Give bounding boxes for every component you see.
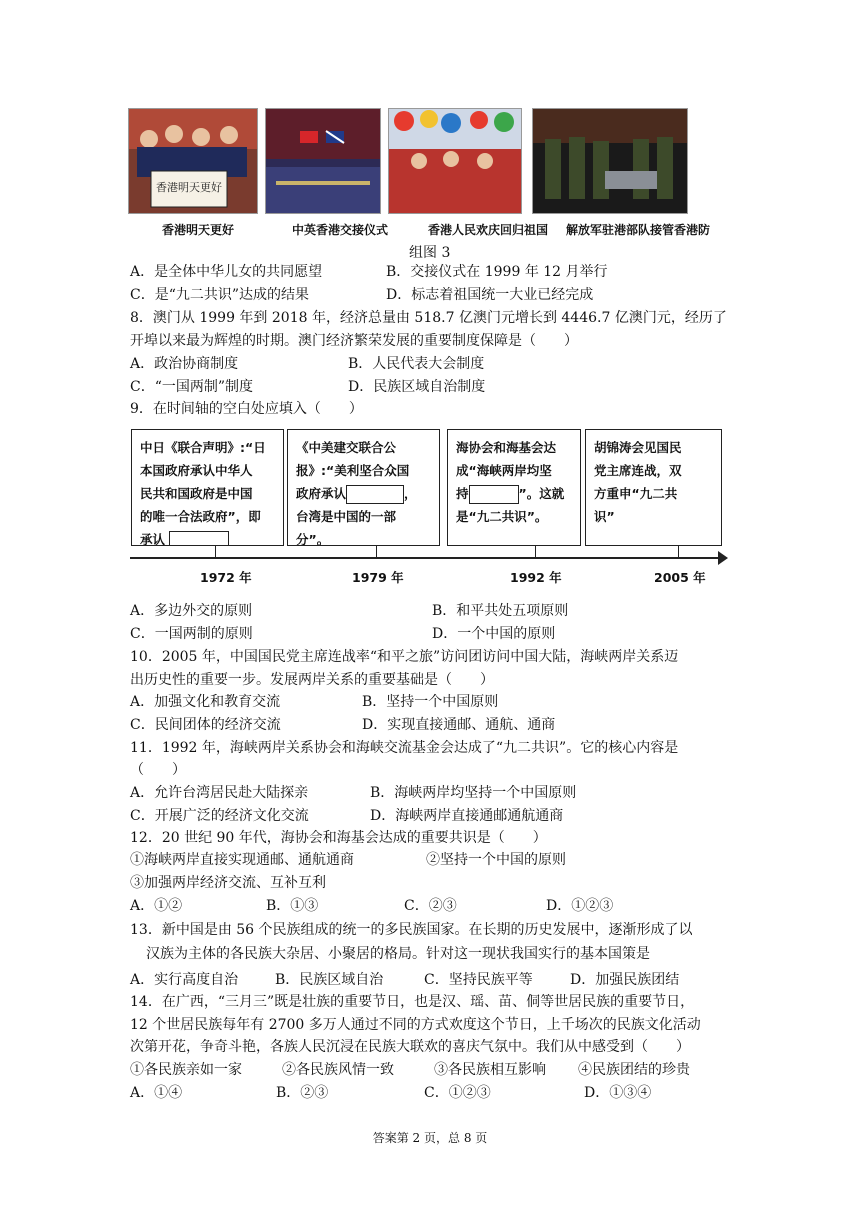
q12-statement-1: ①海峡两岸直接实现通邮、通航通商 — [130, 852, 354, 868]
figure-label: 组图 3 — [409, 245, 451, 261]
q14-option-c: C．①②③ — [424, 1085, 491, 1101]
photo-caption-1: 香港明天更好 — [162, 223, 235, 237]
q8-option-c: C．“一国两制”制度 — [130, 379, 254, 395]
q13-stem-line1: 13．新中国是由 56 个民族组成的统一的多民族国家。在长期的历史发展中，逐渐形成了以 — [130, 922, 693, 938]
q14-statement-1: ①各民族亲如一家 — [130, 1062, 242, 1078]
q13-option-b: B．民族区域自治 — [275, 972, 384, 988]
q9-stem: 9．在时间轴的空白处应填入（ ） — [130, 401, 363, 417]
timeline-axis — [130, 557, 722, 559]
photo-pla-garrison — [532, 108, 688, 214]
answer-blank — [169, 531, 229, 546]
timeline-arrow — [718, 551, 728, 565]
q9-option-d: D．一个中国的原则 — [432, 626, 556, 642]
q11-stem-line1: 11．1992 年，海峡两岸关系协会和海峡交流基金会达成了“九二共识”。它的核心内容是 — [130, 740, 679, 756]
q10-option-a: A．加强文化和教育交流 — [130, 694, 281, 710]
q11-option-d: D．海峡两岸直接通邮通航通商 — [370, 808, 564, 824]
q8-option-a: A．政治协商制度 — [130, 356, 239, 372]
q12-option-a: A．①② — [130, 898, 183, 914]
photo-handover-ceremony — [265, 108, 381, 214]
q13-option-c: C．坚持民族平等 — [424, 972, 533, 988]
photo-caption-4: 解放军驻港部队接管香港防 — [566, 223, 711, 237]
timeline-year-3: 1992 年 — [510, 570, 562, 585]
q11-option-a: A．允许台湾居民赴大陆探亲 — [130, 785, 309, 801]
q14-option-b: B．②③ — [276, 1085, 329, 1101]
timeline-tick — [215, 546, 216, 557]
q13-stem-line2: 汉族为主体的各民族大杂居、小聚居的格局。针对这一现状我国实行的基本国策是 — [146, 946, 650, 962]
q12-option-b: B．①③ — [266, 898, 319, 914]
q14-stem-line3: 次第开花，争奇斗艳，各族人民沉浸在民族大联欢的喜庆气氛中。我们从中感受到（ ） — [130, 1039, 690, 1055]
q7-option-d: D．标志着祖国统一大业已经完成 — [386, 287, 594, 303]
q10-stem-line1: 10．2005 年，中国国民党主席连战率“和平之旅”访问团访问中国大陆，海峡两岸关系迈 — [130, 649, 679, 665]
q7-option-c: C．是“九二共识”达成的结果 — [130, 287, 310, 303]
q14-stem-line1: 14．在广西，“三月三”既是壮族的重要节日，也是汉、瑶、苗、侗等世居民族的重要节日， — [130, 994, 695, 1010]
q12-statement-3: ③加强两岸经济交流、互补互利 — [130, 875, 326, 891]
q10-option-b: B．坚持一个中国原则 — [362, 694, 499, 710]
timeline-box-2005: 胡锦涛会见国民 党主席连战，双 方重申“九二共 识” — [585, 429, 722, 546]
q8-option-b: B．人民代表大会制度 — [348, 356, 485, 372]
photo-caption-2: 中英香港交接仪式 — [292, 223, 389, 237]
q14-option-d: D．①③④ — [584, 1085, 652, 1101]
banner-text: 香港明天更好 — [156, 181, 222, 194]
q13-option-a: A．实行高度自治 — [130, 972, 239, 988]
q14-option-a: A．①④ — [130, 1085, 183, 1101]
photo-caption-3: 香港人民欢庆回归祖国 — [428, 223, 549, 237]
timeline-box-1972: 中日《联合声明》:“日 本国政府承认中华人 民共和国政府是中国 的唯一合法政府”，即 承认 — [131, 429, 284, 546]
q11-option-c: C．开展广泛的经济文化交流 — [130, 808, 309, 824]
q10-option-c: C．民间团体的经济交流 — [130, 717, 281, 733]
q14-statement-3: ③各民族相互影响 — [434, 1062, 546, 1078]
q9-option-c: C．一国两制的原则 — [130, 626, 253, 642]
q14-statement-4: ④民族团结的珍贵 — [578, 1062, 690, 1078]
q13-option-d: D．加强民族团结 — [570, 972, 680, 988]
photo-hk-celebration — [388, 108, 522, 214]
q8-stem-line2: 开埠以来最为辉煌的时期。澳门经济繁荣发展的重要制度保障是（ ） — [130, 333, 578, 349]
timeline-year-1: 1972 年 — [200, 570, 252, 585]
timeline-box-1979: 《中美建交联合公 报》:“美利坚合众国 政府承认 ， 台湾是中国的一部 分”。 — [287, 429, 440, 546]
q8-stem-line1: 8．澳门从 1999 年到 2018 年，经济总量由 518.7 亿澳门元增长到 4446.7 亿澳门元，经历了 — [130, 310, 727, 326]
q10-option-d: D．实现直接通邮、通航、通商 — [362, 717, 556, 733]
q12-stem: 12．20 世纪 90 年代，海协会和海基会达成的重要共识是（ ） — [130, 830, 547, 846]
timeline-box-1992: 海协会和海基会达 成“海峡两岸均坚 持 ”。这就 是“九二共识”。 — [447, 429, 581, 546]
answer-blank — [469, 485, 519, 504]
q8-option-d: D．民族区域自治制度 — [348, 379, 486, 395]
photo-hk-better-tomorrow — [128, 108, 258, 214]
answer-blank — [346, 485, 404, 504]
q14-statement-2: ②各民族风情一致 — [282, 1062, 394, 1078]
timeline-tick — [678, 546, 679, 557]
q12-statement-2: ②坚持一个中国的原则 — [426, 852, 566, 868]
q12-option-d: D．①②③ — [546, 898, 614, 914]
q9-option-b: B．和平共处五项原则 — [432, 603, 569, 619]
q9-option-a: A．多边外交的原则 — [130, 603, 253, 619]
q12-option-c: C．②③ — [404, 898, 457, 914]
q14-stem-line2: 12 个世居民族每年有 2700 多万人通过不同的方式欢度这个节日，上千场次的民族文化活动 — [130, 1017, 701, 1033]
photo-strip — [128, 108, 688, 214]
q7-option-a: A．是全体中华儿女的共同愿望 — [130, 264, 323, 280]
q11-stem-line2: （ ） — [130, 762, 186, 778]
timeline-year-2: 1979 年 — [352, 570, 404, 585]
timeline-tick — [535, 546, 536, 557]
q7-option-b: B．交接仪式在 1999 年 12 月举行 — [386, 264, 608, 280]
timeline-year-4: 2005 年 — [654, 570, 706, 585]
q11-option-b: B．海峡两岸均坚持一个中国原则 — [370, 785, 577, 801]
q10-stem-line2: 出历史性的重要一步。发展两岸关系的重要基础是（ ） — [130, 672, 494, 688]
timeline-tick — [376, 546, 377, 557]
page-footer: 答案第 2 页，总 8 页 — [372, 1131, 488, 1145]
